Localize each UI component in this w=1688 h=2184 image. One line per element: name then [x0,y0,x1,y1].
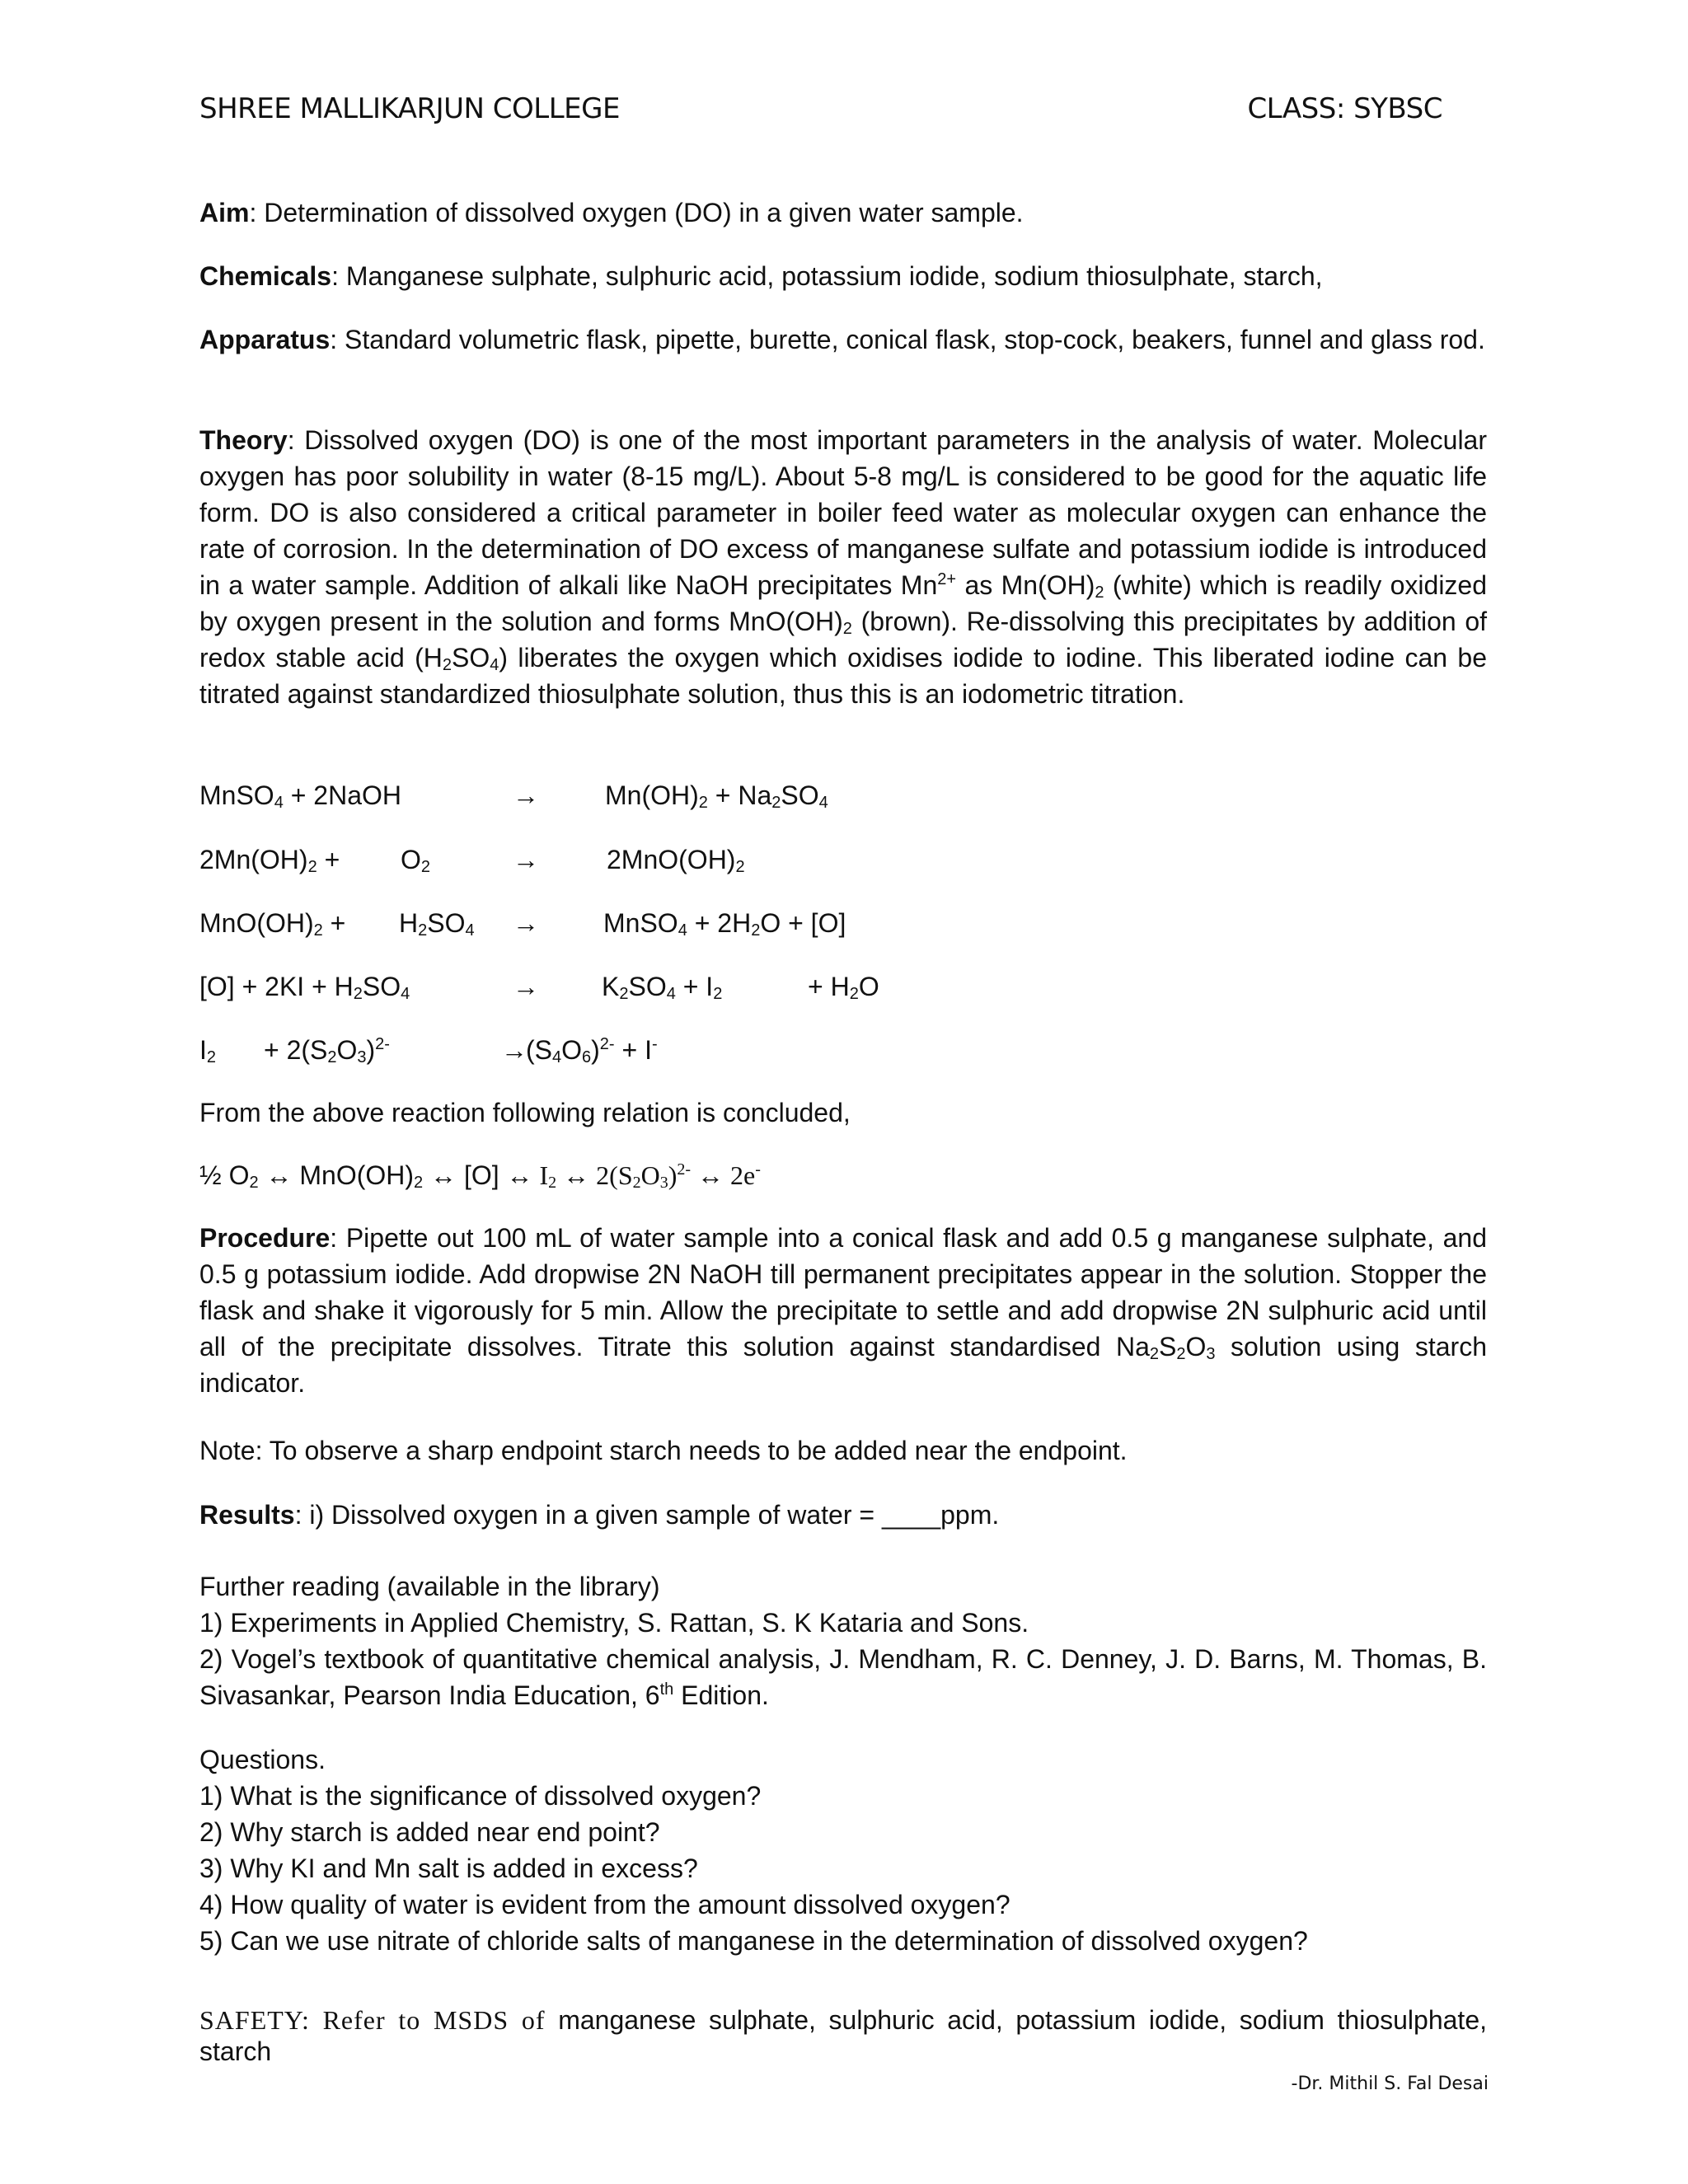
apparatus-section [199,321,1487,358]
question-item: 1) What is the significance of dissolved oxygen? [199,1781,762,1811]
class-label: CLASS: SYBSC [1247,92,1442,125]
safety-text: manganese sulphate, sulphuric acid, potassium iodide, sodium thiosulphate, starch [199,2005,1488,2066]
theory-text: SO [452,643,490,673]
equation-4 [199,968,1189,1005]
theory-text: as Mn(OH) [956,570,1095,600]
theory-sub: 2 [1095,583,1104,602]
relation-chain: ½ $O_2$ ↔ $MnO(OH)_2$ ↔ [O] ↔ $I_2$ ↔ $2(S_2O_3)^{2-}$ ↔ 2e- [199,1160,761,1192]
theory-text: ) liberates the oxygen which oxidises iodide to iodine. This liberated iodine can be titrated against standardized thiosulphate solution, thus this is an iodometric titration. [199,643,1488,709]
apparatus-label: Apparatus [199,325,331,354]
safety-lead: SAFETY: Refer to MSDS of [199,2005,559,2035]
results-unit: ppm. [940,1500,1000,1530]
question-item: 4) How quality of water is evident from the amount dissolved oxygen? [199,1890,1010,1919]
eq3-lhs: $MnO(OH)_2$ + [199,908,346,940]
eq4-lhs: $[O] + 2KI + H_2SO_4$ [199,972,410,1003]
question-item: 2) Why starch is added near end point? [199,1817,660,1847]
equation-1 [199,777,1189,813]
note-text: Note: To observe a sharp endpoint starch needs to be added near the endpoint. [199,1436,1128,1465]
eq2-rhs: $2MnO(OH)_2$ [607,845,745,876]
procedure-text: : Pipette out 100 mL of water sample into a conical flask and add 0.5 g manganese sulphate, and 0.5 g potassium iodide. Add dropwise 2N NaOH till permanent precipitates appear in the solution. Stopper the flask and shake it vigorously for 5 min. Allow the precipitate to settle and add dropwise 2N sulphuric acid until all of the precipitate dissolves. Titrate this solution against standardised Na [199,1223,1487,1361]
eq5-rhs: $(S_4O_6)^{2-} + I^-$ [526,1035,658,1066]
theory-text: (brown). Re-dissolving this precipitates by addition of redox stable acid (H [199,607,1488,673]
chemicals-text: : Manganese sulphate, sulphuric acid, potassium iodide, sodium thiosulphate, starch, [331,261,1323,291]
questions-section [199,1741,1487,1959]
theory-sub: 2 [442,656,452,674]
procedure-text: solution using starch indicator. [199,1332,1488,1398]
eq5-lhs: + $2(S_2O_3)^{2-}$ [264,1035,390,1066]
reference-1: 1) Experiments in Applied Chemistry, S. Rattan, S. K Kataria and Sons. [199,1608,1029,1638]
theory-sub: 4 [490,656,499,674]
eq1-lhs: MnSO$_4$ + 2NaOH [199,780,401,812]
further-reading [199,1568,1487,1713]
questions-title: Questions. [199,1745,326,1774]
theory-text: (white) which is readily oxidized by oxygen present in the solution and forms MnO(OH) [199,570,1488,636]
equation-3 [199,905,1189,941]
aim-section [199,194,1487,231]
procedure-section: Procedure: Pipette out 100 mL of water sample into a conical flask and add 0.5 g manganese sulphate, and 0.5 g potassium iodide. Add dropwise 2N NaOH till permanent precipitates appear in the solution. Stopper the flask and shake it vigorously for 5 min. Allow the precipitate to settle and add dropwise 2N sulphuric acid until all of the precipitate dissolves. Titrate this solution against standardised $Na_2S_2O_3$ solution using starch indicator. [199,1223,1488,1398]
aim-label: Aim [199,198,250,227]
results-section [199,1497,1487,1533]
theory-label: Theory [199,425,288,455]
eq4-rhs: $K_2SO_4 + I_2$ [602,972,723,1003]
eq2-lhs: $2Mn(OH)_2$ + [199,845,340,876]
relation-intro: From the above reaction following relation is concluded, [199,1098,851,1127]
safety-note [199,2004,1487,2067]
results-text: : i) Dissolved oxygen in a given sample of water = [294,1500,882,1530]
aim-text: : Determination of dissolved oxygen (DO) in a given water sample. [249,198,1024,227]
results-blank: ____ [881,1500,941,1530]
eq3-arrow: → [513,908,539,938]
eq1-rhs: $Mn(OH)_2 + Na_2SO_4$ [605,780,828,812]
eq4-rhs-water: + $H_2O$ [808,972,879,1003]
theory-sub: 2 [842,620,852,638]
procedure-label: Procedure [199,1223,331,1253]
reference-2: 2) Vogel’s textbook of quantitative chemical analysis, J. Mendham, R. C. Denney, J. D. Barns, M. Thomas, B. Sivasankar, Pearson India Education, 6th Edition. [199,1644,1487,1710]
results-label: Results [199,1500,295,1530]
equation-2 [199,841,1189,878]
eq3-lhs-acid: $H_2SO_4$ [399,908,475,940]
eq1-arrow: → [513,780,539,810]
chemicals-label: Chemicals [199,261,332,291]
theory-sup: 2+ [937,570,957,588]
author-signature: -Dr. Mithil S. Fal Desai [1291,2074,1489,2094]
theory-text: : Dissolved oxygen (DO) is one of the most important parameters in the analysis of water. Molecular oxygen has poor solubility in water (8-15 mg/L). About 5-8 mg/L is considered to be good for the aquatic life form. DO is also considered a critical parameter in boiler feed water as molecular oxygen can enhance the rate of corrosion. In the determination of DO excess of manganese sulfate and potassium iodide is introduced in a water sample. Addition of alkali like NaOH precipitates Mn [199,425,1487,600]
further-reading-title: Further reading (available in the library) [199,1572,660,1601]
theory-section [199,422,1487,712]
eq4-arrow: → [513,972,539,1001]
question-item: 5) Can we use nitrate of chloride salts of manganese in the determination of dissolved oxygen? [199,1926,1308,1956]
eq5-iodine: $I_2$ [199,1035,217,1066]
eq2-arrow: → [513,845,539,874]
eq5-arrow: → [501,1035,528,1065]
apparatus-text: : Standard volumetric flask, pipette, burette, conical flask, stop-cock, beakers, funnel and glass rod. [330,325,1485,354]
eq2-lhs-o2: $O_2$ [401,845,431,876]
eq3-rhs: MnSO$_4$ + $2H_2O + [O]$ [603,908,846,940]
college-name: SHREE MALLIKARJUN COLLEGE [199,92,620,125]
chemicals-section [199,258,1487,294]
question-item: 3) Why KI and Mn salt is added in excess? [199,1854,698,1883]
equation-5 [199,1032,1189,1068]
